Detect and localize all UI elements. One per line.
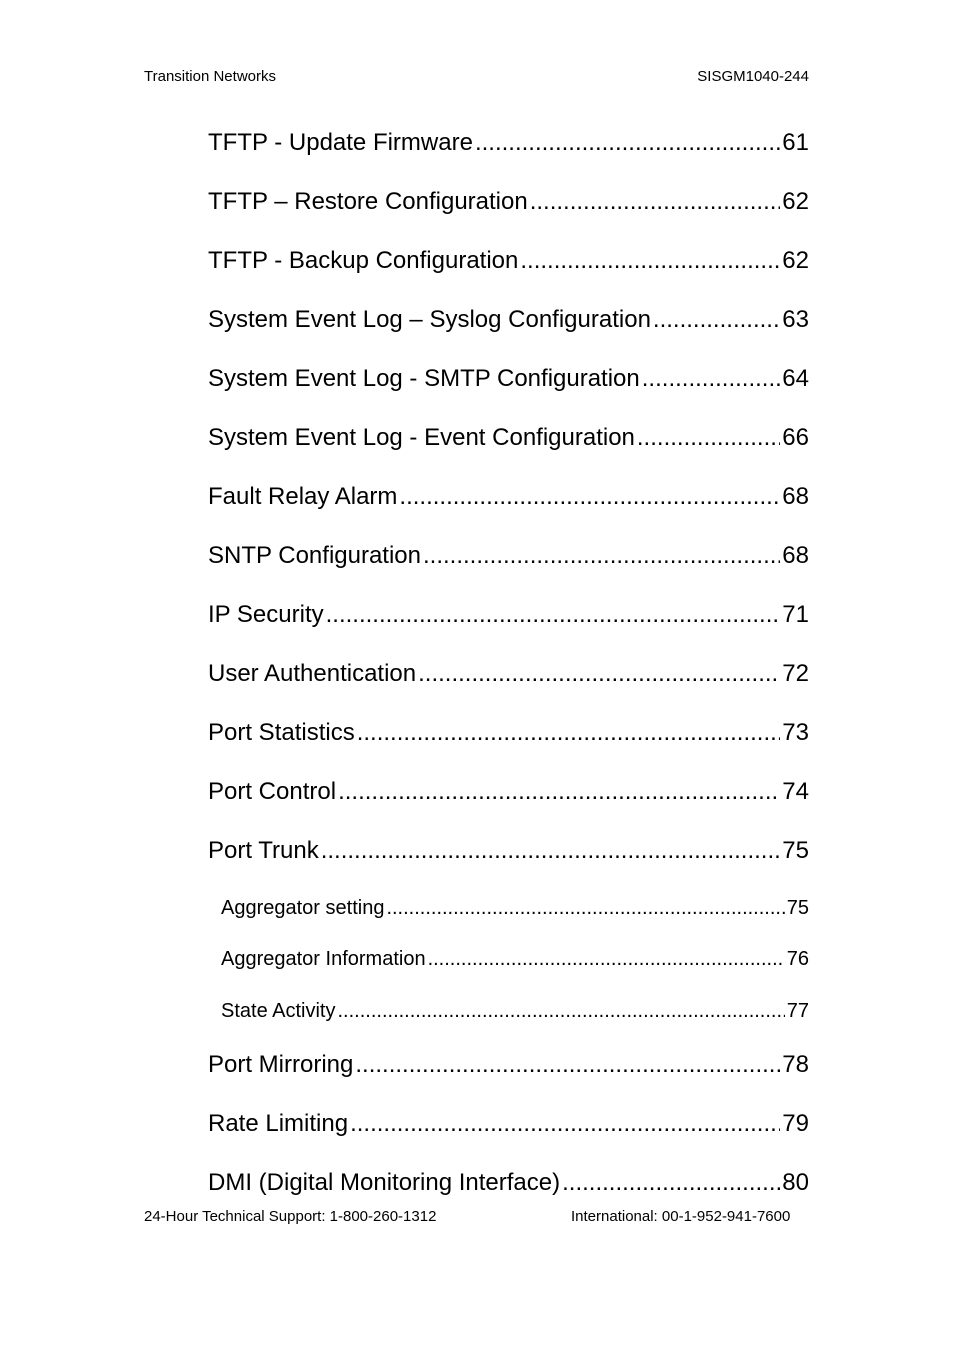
toc-dot-leader: [326, 600, 781, 630]
toc-entry-title: Aggregator Information: [221, 948, 426, 970]
toc-entry[interactable]: [208, 1050, 809, 1080]
toc-dot-leader: [475, 128, 780, 158]
toc-dot-leader: [350, 1109, 780, 1139]
toc-entry-title: DMI (Digital Monitoring Interface): [208, 1169, 561, 1196]
toc-dot-leader: [530, 187, 781, 217]
toc-entry-page: 72: [782, 660, 809, 687]
toc-entry-title: Rate Limiting: [208, 1110, 349, 1137]
toc-entry[interactable]: [208, 423, 809, 453]
toc-dot-leader: [338, 777, 780, 807]
toc-entry[interactable]: [208, 600, 809, 630]
toc-entry-title: TFTP – Restore Configuration: [208, 188, 528, 215]
toc-dot-leader: [637, 423, 780, 453]
toc-dot-leader: [338, 998, 785, 1024]
toc-dot-leader: [642, 364, 781, 394]
toc-entry-title: System Event Log - Event Configuration: [208, 424, 635, 451]
toc-entry-title: State Activity: [221, 1000, 336, 1022]
toc-entry[interactable]: [208, 541, 809, 571]
toc-entry[interactable]: [208, 836, 809, 866]
toc-dot-leader: [418, 659, 780, 689]
toc-entry-page: 66: [782, 424, 809, 451]
toc-entry[interactable]: [208, 482, 809, 512]
toc-dot-leader: [321, 836, 781, 866]
toc-dot-leader: [357, 718, 781, 748]
toc-dot-leader: [428, 946, 785, 972]
toc-entry[interactable]: [208, 659, 809, 689]
toc-dot-leader: [386, 895, 784, 921]
toc-entry[interactable]: [208, 718, 809, 748]
toc-entry[interactable]: [208, 1109, 809, 1139]
toc-entry[interactable]: [208, 1168, 809, 1198]
toc-entry-page: 76: [786, 948, 809, 970]
header-document-id: SISGM1040-244: [697, 68, 809, 85]
toc-dot-leader: [520, 246, 780, 276]
toc-entry[interactable]: [208, 777, 809, 807]
toc-entry-title: System Event Log – Syslog Configuration: [208, 306, 651, 333]
toc-entry[interactable]: [208, 305, 809, 335]
toc-entry-page: 78: [782, 1051, 809, 1078]
toc-entry-page: 79: [782, 1110, 809, 1137]
toc-entry[interactable]: [208, 128, 809, 158]
toc-entry-title: Port Trunk: [208, 837, 319, 864]
footer-support-phone: 24-Hour Technical Support: 1-800-260-1312: [144, 1208, 437, 1225]
toc-entry-page: 74: [782, 778, 809, 805]
toc-entry-page: 75: [782, 837, 809, 864]
toc-entry-title: IP Security: [208, 601, 324, 628]
header-company: Transition Networks: [144, 68, 276, 85]
toc-entry-page: 80: [782, 1169, 809, 1196]
toc-dot-leader: [355, 1050, 780, 1080]
toc-entry-title: Port Control: [208, 778, 337, 805]
toc-subentry[interactable]: [221, 895, 809, 921]
toc-entry-title: TFTP - Backup Configuration: [208, 247, 519, 274]
toc-entry-title: Fault Relay Alarm: [208, 483, 398, 510]
toc-dot-leader: [562, 1168, 780, 1198]
toc-entry[interactable]: [208, 364, 809, 394]
toc-entry-page: 71: [782, 601, 809, 628]
toc-dot-leader: [653, 305, 780, 335]
toc-entry-page: 63: [782, 306, 809, 333]
toc-entry-page: 68: [782, 542, 809, 569]
toc-entry-page: 62: [782, 247, 809, 274]
toc-entry-title: Aggregator setting: [221, 897, 385, 919]
toc-entry-title: SNTP Configuration: [208, 542, 421, 569]
toc-dot-leader: [423, 541, 780, 571]
toc-dot-leader: [399, 482, 780, 512]
toc-entry[interactable]: [208, 187, 809, 217]
toc-entry-page: 61: [782, 129, 809, 156]
footer-international-phone: International: 00-1-952-941-7600: [571, 1208, 791, 1225]
toc-entry-page: 75: [786, 897, 809, 919]
toc-entry-title: Port Statistics: [208, 719, 355, 746]
toc-subentry[interactable]: [221, 998, 809, 1024]
toc-entry[interactable]: [208, 246, 809, 276]
toc-entry-title: TFTP - Update Firmware: [208, 129, 473, 156]
toc-entry-page: 73: [782, 719, 809, 746]
toc-entry-page: 64: [782, 365, 809, 392]
toc-entry-page: 68: [782, 483, 809, 510]
toc-entry-page: 77: [786, 1000, 809, 1022]
toc-entry-title: System Event Log - SMTP Configuration: [208, 365, 640, 392]
toc-entry-page: 62: [782, 188, 809, 215]
toc-entry-title: User Authentication: [208, 660, 417, 687]
toc-subentry[interactable]: [221, 946, 809, 972]
toc-entry-title: Port Mirroring: [208, 1051, 354, 1078]
